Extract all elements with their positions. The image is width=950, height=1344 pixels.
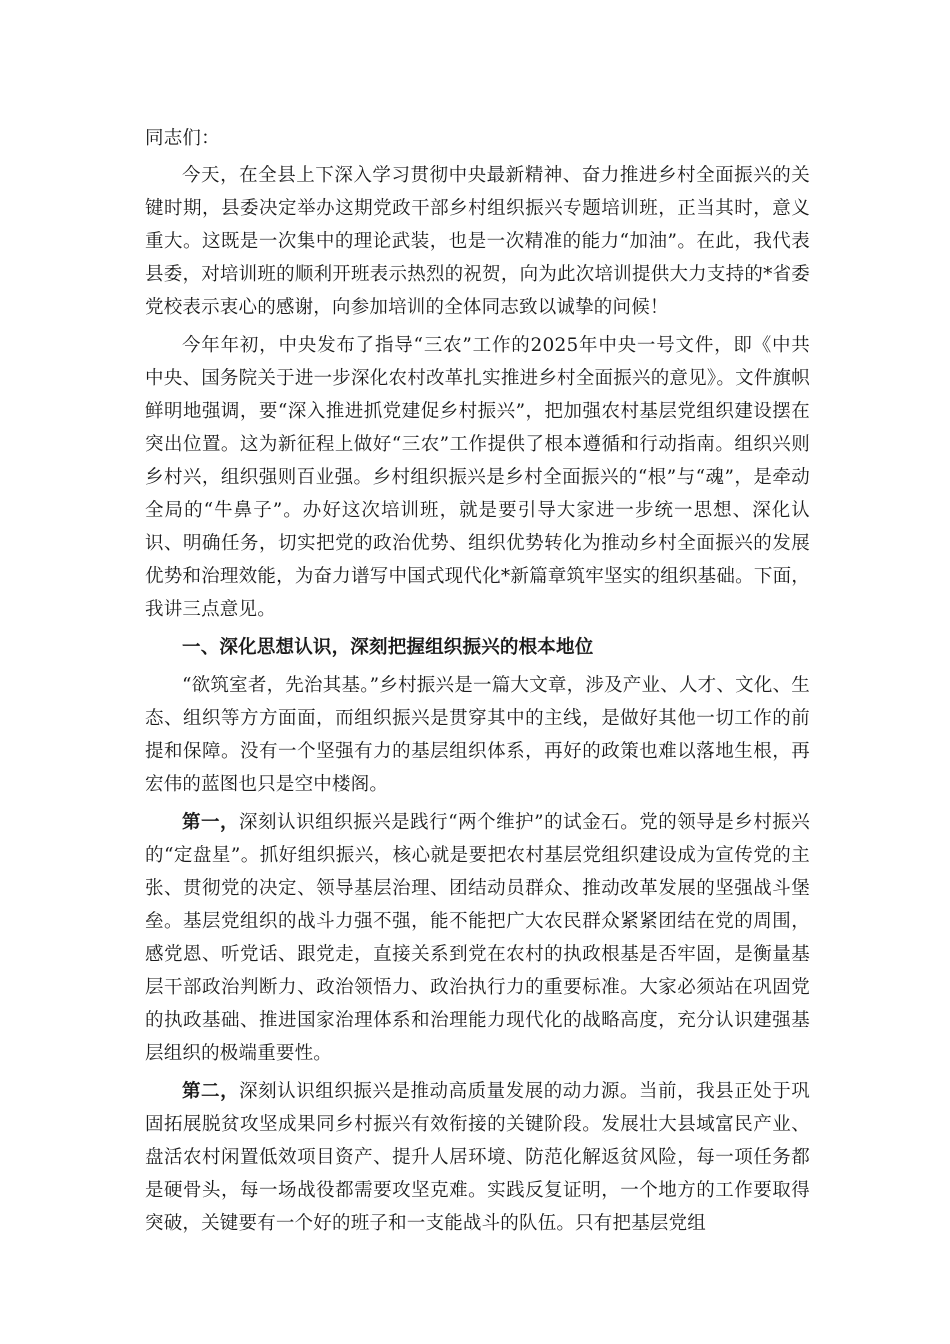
document-body [145, 122, 810, 1245]
paragraph-second-point [145, 1075, 810, 1240]
paragraph-background: 今年年初，中央发布了指导“三农”工作的2025年中央一号文件，即《中共中央、国务院关于进一步深化农村改革扎实推进乡村全面振兴的意见》。文件旗帜鲜明地强调，要“深入推进抓党建促乡村振兴”，把加强农村基层党组织建设摆在突出位置。这为新征程上做好“三农”工作提供了根本遵循和行动指南。组织兴则乡村兴，组织强则百业强。乡村组织振兴是乡村全面振兴的“根”与“魂”，是牵动全局的“牛鼻子”。办好这次培训班，就是要引导大家进一步统一思想、深化认识、明确任务，切实把党的政治优势、组织优势转化为推动乡村全面振兴的发展优势和治理效能，为奋力谱写中国式现代化*新篇章筑牢坚实的组织基础。下面，我讲三点意见。 [145, 335, 810, 620]
first-point-text: 深刻认识组织振兴是践行“两个维护”的试金石。党的领导是乡村振兴的“定盘星”。抓好组织振兴，核心就是要把农村基层党组织建设成为宣传党的主张、贯彻党的决定、领导基层治理、团结动员群众、推动改革发展的坚强战斗堡垒。基层党组织的战斗力强不强，能不能把广大农民群众紧紧团结在党的周围，感党恩、听党话、跟党走，直接关系到党在农村的执政根基是否牢固，是衡量基层干部政治判断力、政治领悟力、政治执行力的重要标准。大家必须站在巩固党的执政基础、推进国家治理体系和治理能力现代化的战略高度，充分认识建强基层组织的极端重要性。 [145, 812, 810, 1064]
paragraph-opening: 今天，在全县上下深入学习贯彻中央最新精神、奋力推进乡村全面振兴的关键时期，县委决定举办这期党政干部乡村组织振兴专题培训班，正当其时，意义重大。这既是一次集中的理论武装，也是一次精准的能力“加油”。在此，我代表县委，对培训班的顺利开班表示热烈的祝贺，向为此次培训提供大力支持的*省委党校表示衷心的感谢，向参加培训的全体同志致以诚挚的问候！ [145, 165, 810, 318]
first-point-lead: 第一， [182, 812, 240, 833]
second-point-lead: 第二， [182, 1081, 240, 1102]
second-point-text: 深刻认识组织振兴是推动高质量发展的动力源。当前，我县正处于巩固拓展脱贫攻坚成果同乡村振兴有效衔接的关键阶段。发展壮大县域富民产业、盘活农村闲置低效项目资产、提升人居环境、防范化解返贫风险，每一项任务都是硬骨头，每一场战役都需要攻坚克难。实践反复证明，一个地方的工作要取得突破，关键要有一个好的班子和一支能战斗的队伍。只有把基层党组 [145, 1081, 810, 1234]
paragraph-first-point [145, 806, 810, 1070]
paragraph-section1-intro: “欲筑室者，先治其基。”乡村振兴是一篇大文章，涉及产业、人才、文化、生态、组织等方方面面，而组织振兴是贯穿其中的主线，是做好其他一切工作的前提和保障。没有一个坚强有力的基层组织体系，再好的政策也难以落地生根，再宏伟的蓝图也只是空中楼阁。 [145, 675, 810, 795]
salutation: 同志们： [145, 128, 220, 149]
section-heading-1: 一、深化思想认识，深刻把握组织振兴的根本地位 [182, 637, 594, 658]
